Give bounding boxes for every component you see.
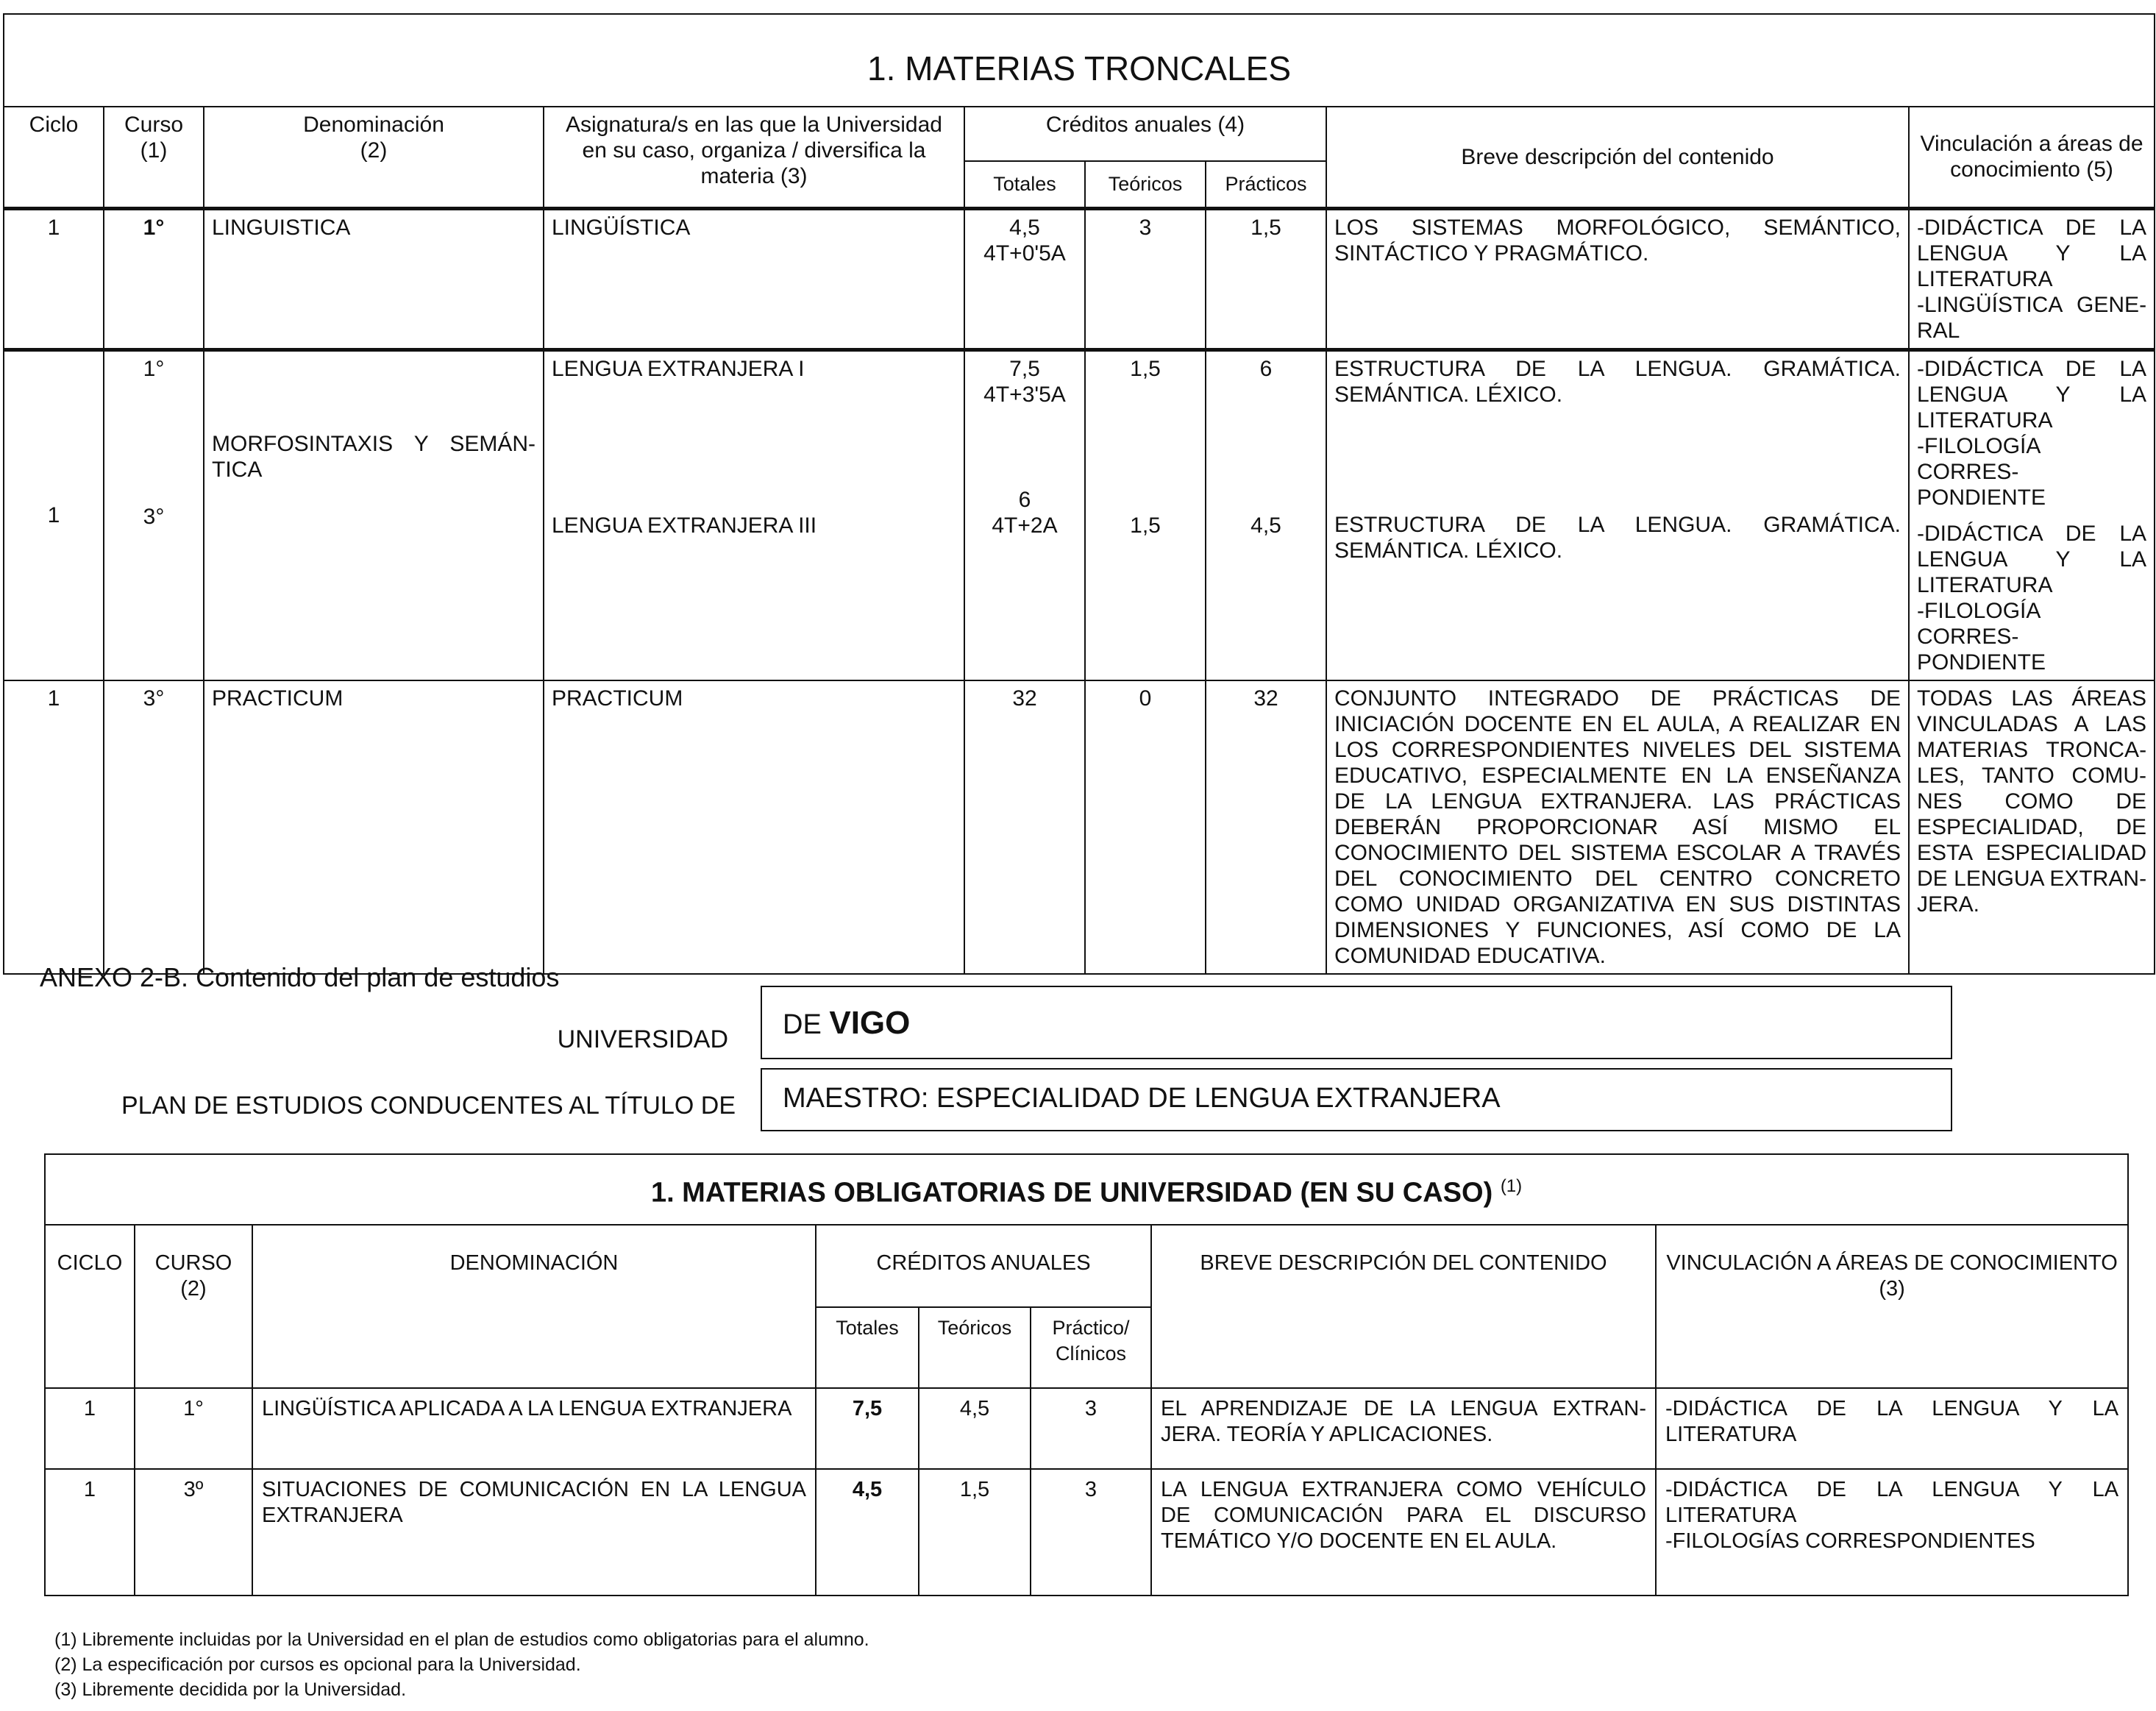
obligatorias-title — [45, 1154, 2128, 1225]
row2-denominacion-text: MORFOSINTAXIS Y SEMÁN-TICA — [212, 431, 536, 482]
header-creditos: Créditos anuales (4) — [964, 107, 1326, 161]
t2-row1-vinculacion: -DIDÁCTICA DE LA LENGUA Y LA LITERATURA — [1656, 1388, 2128, 1469]
t2-row1-practicos: 3 — [1031, 1388, 1151, 1469]
row1-practicos: 1,5 — [1206, 208, 1326, 349]
header-curso-label: Curso — [124, 113, 184, 137]
row2-teoricos-b: 1,5 — [1130, 513, 1161, 538]
header-vinculacion: Vinculación a áreas de conocimiento (5) — [1909, 107, 2155, 208]
plan-box — [761, 1068, 1952, 1131]
row2-asignatura — [544, 349, 964, 680]
row3-vinculacion: TODAS LAS ÁREAS VINCULADAS A LAS MATERIAS TRONCA-LES, TANTO COMU-NES COMO DE ESPECIALIDAD, DE ESTA ESPECIALIDAD DE LENGUA EXTRAN-JERA. — [1909, 680, 2155, 974]
header-denominacion — [204, 107, 544, 208]
t2-row1-descripcion: EL APRENDIZAJE DE LA LENGUA EXTRAN-JERA. TEORÍA Y APLICACIONES. — [1151, 1388, 1656, 1469]
plan-label: PLAN DE ESTUDIOS CONDUCENTES AL TÍTULO DE — [121, 1092, 736, 1120]
row2-vinculacion-b1: -DIDÁCTICA DE LA LENGUA Y LA LITERATURA — [1917, 521, 2147, 597]
header-asignatura: Asignatura/s en las que la Universidad en su caso, organiza / diversifica la materia (3) — [544, 107, 964, 208]
row2-asignatura-a: LENGUA EXTRANJERA I — [552, 356, 805, 381]
footnote-2: (2) La especificación por cursos es opcional para la Universidad. — [54, 1654, 581, 1675]
row2-teoricos-a: 1,5 — [1130, 356, 1161, 381]
footnote-3: (3) Libremente decidida por la Universidad. — [54, 1679, 407, 1700]
universidad-box — [761, 986, 1952, 1059]
header-practicos: Prácticos — [1206, 161, 1326, 208]
row2-vinculacion — [1909, 349, 2155, 680]
header2-vinculacion: VINCULACIÓN A ÁREAS DE CONOCIMIENTO (3) — [1656, 1225, 2128, 1388]
t2-row2-practicos: 3 — [1031, 1469, 1151, 1596]
t2-row2-vinculacion-2: -FILOLOGÍAS CORRESPONDIENTES — [1665, 1529, 2035, 1553]
t2-row2-teoricos: 1,5 — [919, 1469, 1031, 1596]
row3-practicos: 32 — [1206, 680, 1326, 974]
header2-ciclo: CICLO — [45, 1225, 135, 1388]
header2-curso — [135, 1225, 252, 1388]
header-denominacion-note: (2) — [360, 138, 388, 163]
header-denominacion-label: Denominación — [303, 113, 444, 137]
row2-asignatura-b: LENGUA EXTRANJERA III — [552, 513, 817, 538]
row3-asignatura: PRACTICUM — [544, 680, 964, 974]
row3-curso: 3° — [104, 680, 204, 974]
t2-row2-descripcion: LA LENGUA EXTRANJERA COMO VEHÍCULO DE COMUNICACIÓN PARA EL DISCURSO TEMÁTICO Y/O DOCENTE EN EL AULA. — [1151, 1469, 1656, 1596]
row2-practicos — [1206, 349, 1326, 680]
t2-row1-denominacion: LINGÜÍSTICA APLICADA A LA LENGUA EXTRANJERA — [252, 1388, 816, 1469]
t2-row2-ciclo: 1 — [45, 1469, 135, 1596]
footnotes — [54, 1627, 869, 1702]
header2-practicos: Práctico/ Clínicos — [1031, 1307, 1151, 1388]
row2-descripcion-a: ESTRUCTURA DE LA LENGUA. GRAMÁTICA. SEMÁNTICA. LÉXICO. — [1334, 356, 1901, 407]
header-totales: Totales — [964, 161, 1085, 208]
row3-descripcion: CONJUNTO INTEGRADO DE PRÁCTICAS DE INICIACIÓN DOCENTE EN EL AULA, A REALIZAR EN LOS CORRESPONDIENTES NIVELES DEL SISTEMA EDUCATIVO, ESPECIALMENTE EN LA ENSEÑANZA DE LA LENGUA EXTRANJERA. LAS PRÁCTICAS DEBERÁN PROPORCIONAR ASÍ MISMO EL CONOCIMIENTO DEL SISTEMA ESCOLAR A TRAVÉS DEL CONOCIMIENTO DEL CENTRO CONCRETO COMO UNIDAD ORGANIZATIVA EN SUS DISTINTAS DIMENSIONES Y FUNCIONES, ASÍ COMO DE LA COMUNIDAD EDUCATIVA. — [1326, 680, 1909, 974]
row2-vinculacion-a2: -FILOLOGÍA CORRES-PONDIENTE — [1917, 433, 2046, 510]
row2-totales — [964, 349, 1085, 680]
universidad-prefix: DE — [783, 1009, 822, 1040]
row1-vinculacion-1: -DIDÁCTICA DE LA LENGUA Y LA LITERATURA — [1917, 215, 2147, 291]
row2-totales-b: 6 — [1018, 487, 1031, 512]
row2-totales-detail-a: 4T+3'5A — [983, 382, 1066, 407]
row1-descripcion: LOS SISTEMAS MORFOLÓGICO, SEMÁNTICO, SINTÁCTICO Y PRAGMÁTICO. — [1326, 208, 1909, 349]
row2-practicos-b: 4,5 — [1250, 513, 1281, 538]
table-row — [4, 680, 2155, 974]
row2-practicos-a: 6 — [1259, 356, 1273, 381]
row1-denominacion: LINGUISTICA — [204, 208, 544, 349]
universidad-value: VIGO — [829, 1005, 911, 1041]
row1-curso: 1° — [104, 208, 204, 349]
row2-vinculacion-a1: -DIDÁCTICA DE LA LENGUA Y LA LITERATURA — [1917, 356, 2147, 433]
table-row — [4, 208, 2155, 349]
row2-ciclo: 1 — [4, 349, 104, 680]
plan-value: MAESTRO: ESPECIALIDAD DE LENGUA EXTRANJERA — [783, 1083, 1501, 1114]
t2-row2-curso: 3º — [135, 1469, 252, 1596]
header2-teoricos: Teóricos — [919, 1307, 1031, 1388]
troncales-table — [3, 13, 2155, 975]
universidad-label: UNIVERSIDAD — [557, 1025, 728, 1053]
row2-descripcion — [1326, 349, 1909, 680]
row1-teoricos: 3 — [1085, 208, 1206, 349]
header2-totales: Totales — [816, 1307, 919, 1388]
table-row — [45, 1469, 2128, 1596]
header-teoricos: Teóricos — [1085, 161, 1206, 208]
row1-totales-detail: 4T+0'5A — [983, 241, 1066, 266]
header-ciclo: Ciclo — [4, 107, 104, 208]
t2-row1-curso: 1° — [135, 1388, 252, 1469]
footnote-1: (1) Libremente incluidas por la Universidad en el plan de estudios como obligatorias para el alumno. — [54, 1629, 869, 1650]
row1-ciclo: 1 — [4, 208, 104, 349]
table-row — [4, 349, 2155, 680]
t2-row2-denominacion: SITUACIONES DE COMUNICACIÓN EN LA LENGUA EXTRANJERA — [252, 1469, 816, 1596]
row2-curso — [104, 349, 204, 680]
header2-curso-label: CURSO — [154, 1251, 232, 1275]
troncales-title: 1. MATERIAS TRONCALES — [4, 14, 2155, 107]
row1-vinculacion — [1909, 208, 2155, 349]
t2-row2-vinculacion-1: -DIDÁCTICA DE LA LENGUA Y LA LITERATURA — [1665, 1478, 2119, 1527]
row1-vinculacion-2: -LINGÜÍSTICA GENE-RAL — [1917, 292, 2147, 343]
row3-ciclo: 1 — [4, 680, 104, 974]
t2-row1-ciclo: 1 — [45, 1388, 135, 1469]
row1-totales — [964, 208, 1085, 349]
row2-teoricos — [1085, 349, 1206, 680]
row2-totales-a: 7,5 — [1009, 356, 1040, 381]
header2-denominacion: DENOMINACIÓN — [252, 1225, 816, 1388]
row2-denominacion — [204, 349, 544, 680]
t2-row1-teoricos: 4,5 — [919, 1388, 1031, 1469]
header2-curso-note: (2) — [180, 1277, 207, 1301]
t2-row2-vinculacion — [1656, 1469, 2128, 1596]
row2-curso-a: 1° — [143, 356, 165, 381]
row3-totales: 32 — [964, 680, 1085, 974]
row1-asignatura: LINGÜÍSTICA — [544, 208, 964, 349]
header-descripcion: Breve descripción del contenido — [1326, 107, 1909, 208]
row3-teoricos: 0 — [1085, 680, 1206, 974]
row2-vinculacion-b2: -FILOLOGÍA CORRES-PONDIENTE — [1917, 598, 2046, 675]
obligatorias-table — [44, 1153, 2129, 1596]
annex-heading: ANEXO 2-B. Contenido del plan de estudios — [40, 962, 560, 992]
header-curso — [104, 107, 204, 208]
row3-denominacion: PRACTICUM — [204, 680, 544, 974]
row2-descripcion-b: ESTRUCTURA DE LA LENGUA. GRAMÁTICA. SEMÁNTICA. LÉXICO. — [1334, 512, 1901, 563]
header2-creditos: CRÉDITOS ANUALES — [816, 1225, 1151, 1307]
header2-descripcion: BREVE DESCRIPCIÓN DEL CONTENIDO — [1151, 1225, 1656, 1388]
row1-totales-value: 4,5 — [1009, 215, 1040, 240]
t2-row1-totales: 7,5 — [816, 1388, 919, 1469]
obligatorias-title-text: 1. MATERIAS OBLIGATORIAS DE UNIVERSIDAD (EN SU CASO) — [650, 1177, 1493, 1209]
t2-row2-totales: 4,5 — [816, 1469, 919, 1596]
row2-totales-detail-b: 4T+2A — [992, 513, 1058, 538]
table-row — [45, 1388, 2128, 1469]
obligatorias-title-note: (1) — [1500, 1175, 1523, 1196]
header-curso-note: (1) — [140, 138, 168, 163]
row2-curso-b: 3° — [143, 504, 165, 529]
